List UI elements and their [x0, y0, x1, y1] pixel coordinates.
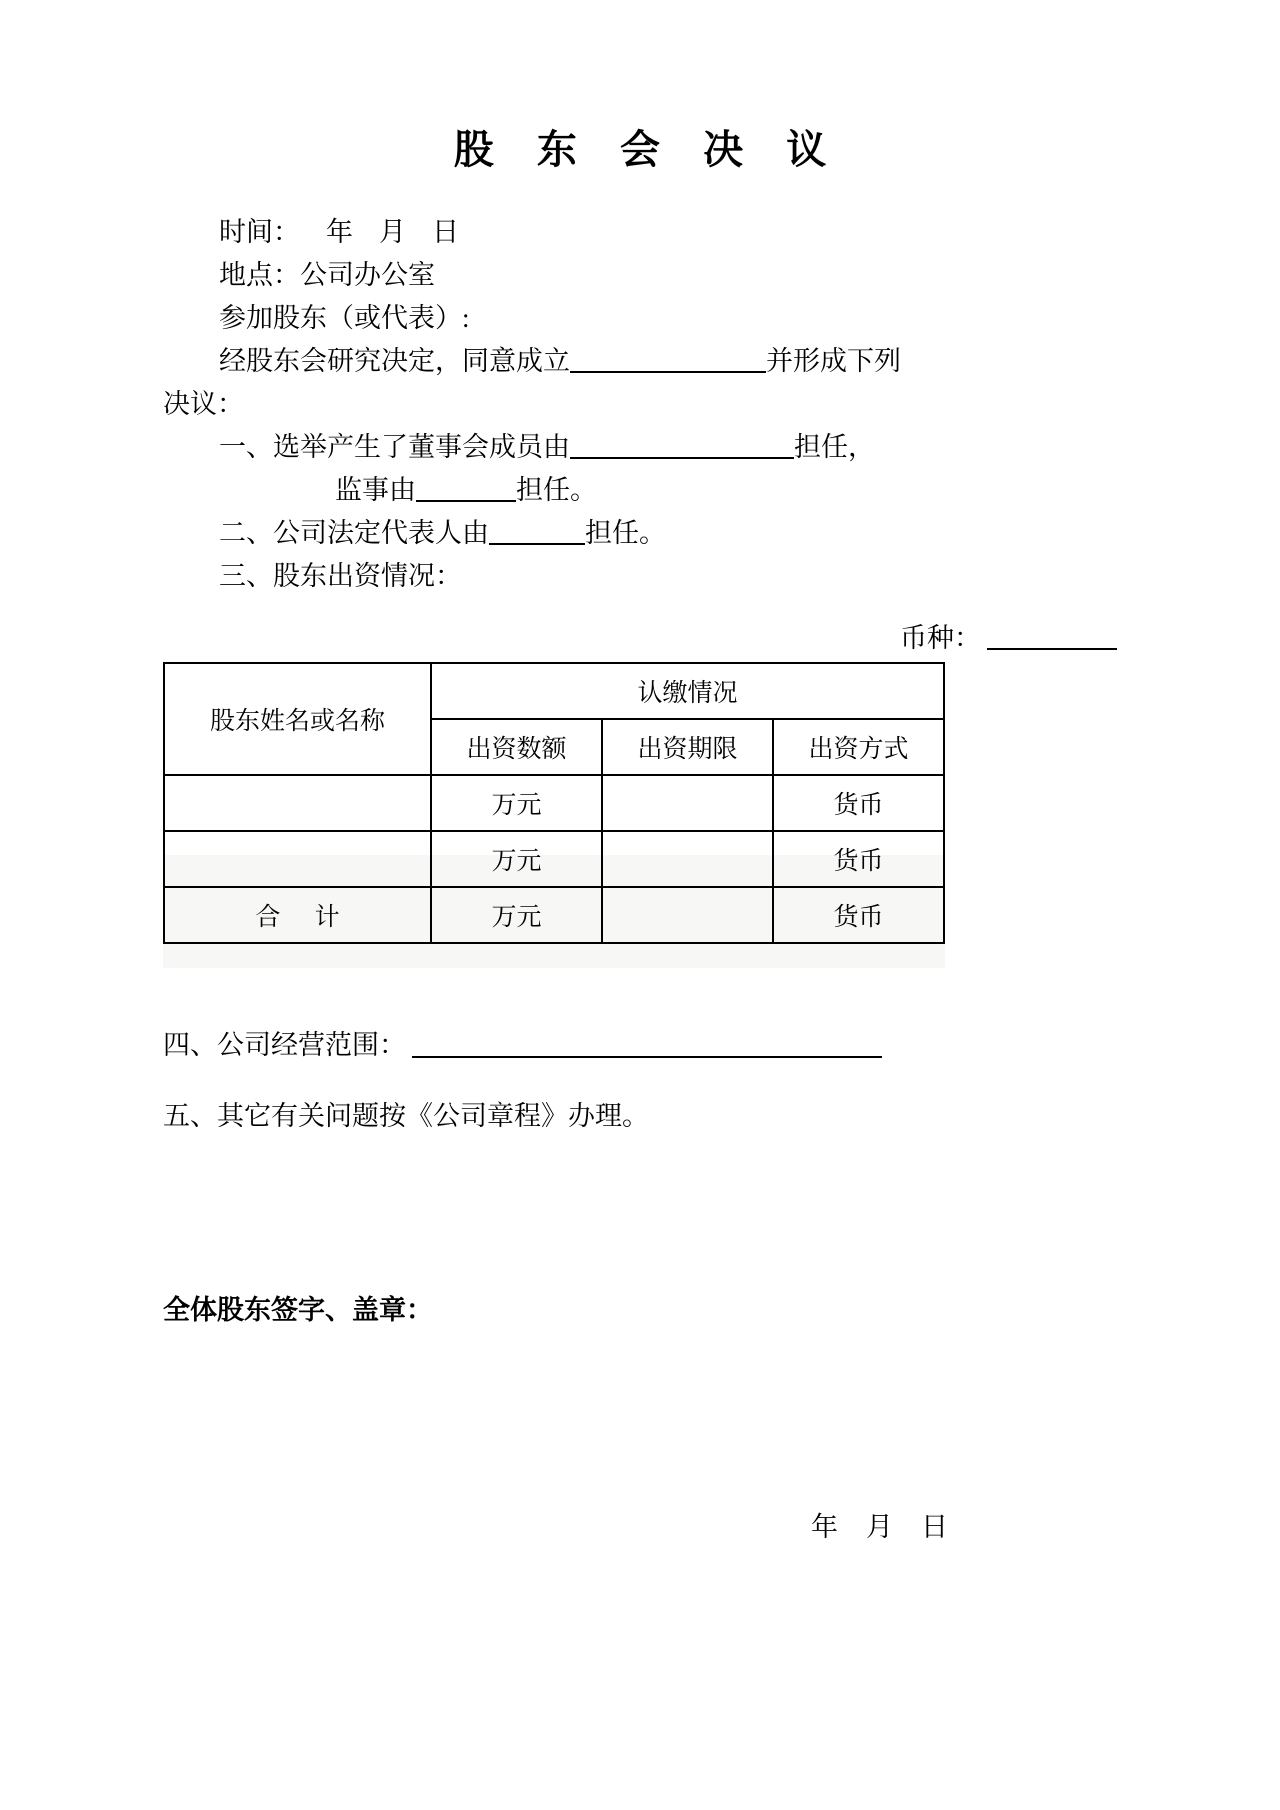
time-label: 时间：: [219, 217, 300, 247]
item1b-text-before: 监事由: [335, 475, 416, 505]
supervisor-name-blank[interactable]: [416, 475, 516, 502]
signature-label: 全体股东签字、盖章：: [163, 1295, 433, 1325]
footer-date-day: 日: [921, 1512, 950, 1542]
cell-total-term[interactable]: [602, 887, 773, 943]
resolution-item-5: 五、其它有关问题按《公司章程》办理。: [163, 1101, 649, 1131]
item2-text-after: 担任。: [585, 518, 666, 548]
item1a-text-before: 一、选举产生了董事会成员由: [219, 432, 570, 462]
currency-value-blank[interactable]: [987, 623, 1117, 650]
director-name-blank[interactable]: [570, 432, 794, 459]
company-name-blank[interactable]: [570, 346, 766, 373]
table-total-row: [164, 887, 944, 943]
header-subscription-group: 认缴情况: [431, 663, 944, 719]
cell-shareholder-name[interactable]: [164, 831, 431, 887]
resolution-item-2: [163, 512, 1117, 555]
meeting-time-line: [163, 211, 1117, 254]
resolution-item-4: [0, 1024, 1280, 1067]
time-month: 月: [379, 217, 406, 247]
item1a-text-after: 担任，: [794, 432, 875, 462]
meeting-place-line: 地点：公司办公室: [219, 260, 435, 290]
preamble-text-after: 并形成下列: [766, 346, 901, 376]
cell-contribution-method[interactable]: 货币: [773, 775, 944, 831]
contribution-table: [163, 662, 945, 944]
preamble-text-before: 经股东会研究决定，同意成立: [219, 346, 570, 376]
document-body: [0, 211, 1280, 598]
preamble-continuation: 决议：: [163, 389, 244, 419]
cell-total-amount[interactable]: 万元: [431, 887, 602, 943]
attendees-line: 参加股东（或代表）:: [219, 303, 470, 333]
header-shareholder-name: 股东姓名或名称: [164, 663, 431, 775]
header-contribution-term: 出资期限: [602, 719, 773, 775]
cell-contribution-term[interactable]: [602, 775, 773, 831]
resolution-item-1a: [163, 426, 1117, 469]
cell-total-label: 合 计: [164, 887, 431, 943]
currency-label: 币种：: [900, 623, 981, 653]
cell-contribution-method[interactable]: 货币: [773, 831, 944, 887]
cell-contribution-amount[interactable]: 万元: [431, 775, 602, 831]
resolution-item-3: 三、股东出资情况：: [219, 561, 462, 591]
page-title: 股 东 会 决 议: [453, 128, 843, 172]
table-row: [164, 831, 944, 887]
item1b-text-after: 担任。: [516, 475, 597, 505]
preamble-line: [163, 340, 1117, 383]
business-scope-blank[interactable]: [412, 1038, 882, 1058]
item2-text-before: 二、公司法定代表人由: [219, 518, 489, 548]
item4-label: 四、公司经营范围：: [163, 1030, 406, 1060]
currency-line: [0, 620, 1280, 656]
cell-shareholder-name[interactable]: [164, 775, 431, 831]
resolution-item-1b: [163, 469, 1117, 512]
footer-date-month: 月: [866, 1512, 895, 1542]
legal-representative-blank[interactable]: [489, 518, 585, 545]
header-contribution-method: 出资方式: [773, 719, 944, 775]
time-year: 年: [326, 217, 353, 247]
cell-contribution-amount[interactable]: 万元: [431, 831, 602, 887]
footer-date-year: 年: [811, 1512, 840, 1542]
table-header-row-1: [164, 663, 944, 719]
table-row: [164, 775, 944, 831]
footer-date-line: [0, 1505, 1280, 1544]
cell-total-method[interactable]: 货币: [773, 887, 944, 943]
cell-contribution-term[interactable]: [602, 831, 773, 887]
header-contribution-amount: 出资数额: [431, 719, 602, 775]
time-day: 日: [432, 217, 459, 247]
